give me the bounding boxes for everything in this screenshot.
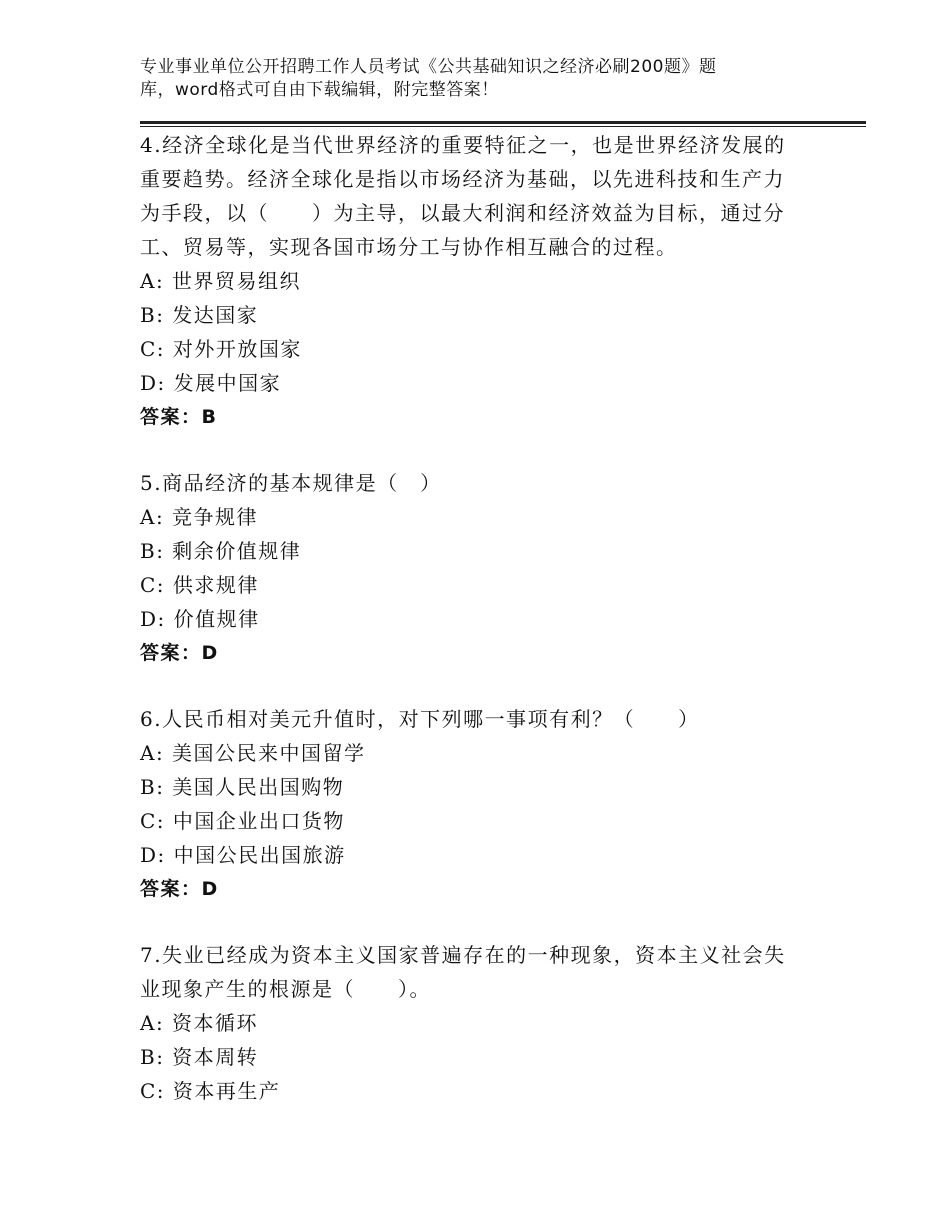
question-list [140, 128, 820, 1140]
answer-label: 答案：B [140, 406, 218, 428]
option-b: B: 剩余价值规律 [140, 539, 302, 563]
question-7 [140, 938, 820, 1108]
option-d: D: 价值规律 [140, 607, 260, 631]
header-divider-thin [140, 126, 866, 127]
option-d: D: 发展中国家 [140, 371, 282, 395]
question-stem-line: 业现象产生的根源是（ ）。 [140, 977, 431, 1001]
option-c: C: 供求规律 [140, 573, 259, 597]
option-b: B: 发达国家 [140, 303, 259, 327]
document-header [140, 56, 780, 102]
option-c: C: 资本再生产 [140, 1079, 281, 1103]
question-stem-line: 7.失业已经成为资本主义国家普遍存在的一种现象，资本主义社会失 [140, 943, 786, 967]
question-6 [140, 702, 820, 906]
option-a: A: 美国公民来中国留学 [140, 741, 366, 765]
option-a: A: 资本循环 [140, 1011, 259, 1035]
header-line-2: 库，word格式可自由下载编辑，附完整答案！ [140, 80, 499, 100]
question-4 [140, 128, 820, 434]
question-stem-line: 4.经济全球化是当代世界经济的重要特征之一，也是世界经济发展的 [140, 133, 786, 157]
option-d: D: 中国公民出国旅游 [140, 843, 346, 867]
question-stem-line: 重要趋势。经济全球化是指以市场经济为基础，以先进科技和生产力 [140, 167, 785, 191]
option-a: A: 竞争规律 [140, 505, 259, 529]
question-stem-line: 工、贸易等，实现各国市场分工与协作相互融合的过程。 [140, 235, 678, 259]
option-c: C: 对外开放国家 [140, 337, 302, 361]
question-stem-line: 5.商品经济的基本规律是（ ） [140, 471, 442, 495]
option-a: A: 世界贸易组织 [140, 269, 302, 293]
answer-label: 答案：D [140, 878, 219, 900]
header-divider [140, 121, 866, 124]
question-stem-line: 为手段，以（ ）为主导，以最大利润和经济效益为目标，通过分 [140, 201, 785, 225]
option-b: B: 美国人民出国购物 [140, 775, 345, 799]
option-b: B: 资本周转 [140, 1045, 259, 1069]
header-line-1: 专业事业单位公开招聘工作人员考试《公共基础知识之经济必刷200题》题 [140, 57, 717, 77]
answer-label: 答案：D [140, 642, 219, 664]
question-stem-line: 6.人民币相对美元升值时，对下列哪一事项有利？（ ） [140, 707, 700, 731]
option-c: C: 中国企业出口货物 [140, 809, 345, 833]
question-5 [140, 466, 820, 670]
